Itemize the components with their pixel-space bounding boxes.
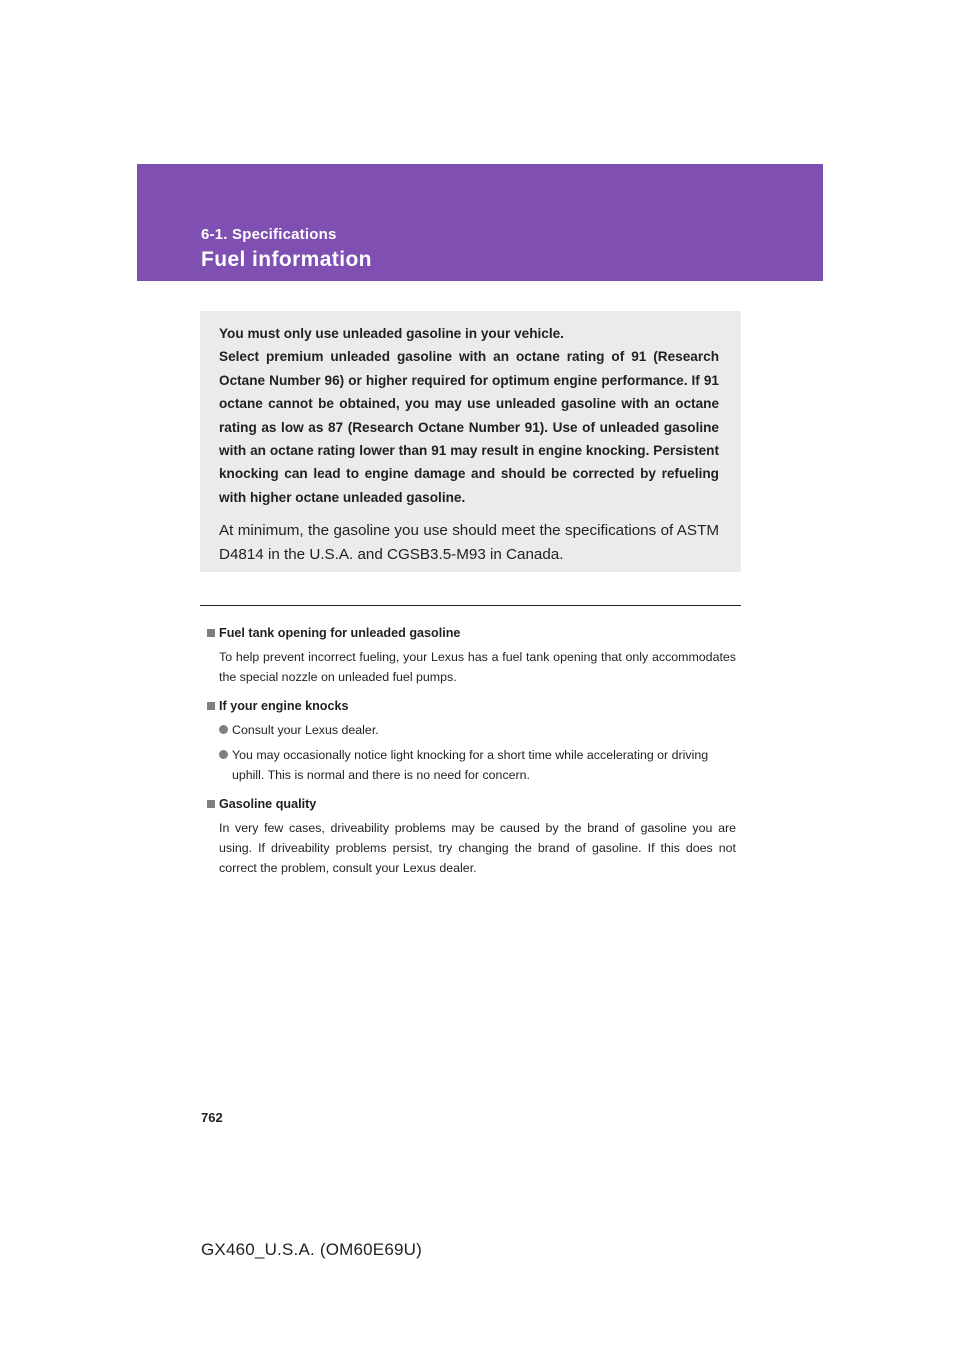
fuel-notice-box: [200, 311, 741, 572]
note-heading-text: Gasoline quality: [219, 797, 317, 811]
square-bullet-icon: [207, 629, 215, 637]
note-heading: [207, 697, 736, 715]
note-heading: [207, 624, 736, 642]
page-number: 762: [201, 1110, 223, 1125]
document-code: GX460_U.S.A. (OM60E69U): [201, 1240, 422, 1259]
note-heading-text: Fuel tank opening for unleaded gasoline: [219, 626, 461, 640]
chapter-header-band: [137, 164, 823, 281]
round-bullet-icon: [219, 725, 228, 734]
notice-line: Select premium unleaded gasoline with an octane rating of 91 (Research Octane Number 96) or higher required for optimum engine performance. If 91 octane cannot be obtained, you may use unleaded gasoline with an octane rating as low as 87 (Research Octane Number 91). Use of unleaded gasoline with an octane rating lower than 91 may result in engine knocking. Persistent knocking can lead to engine damage and should be corrected by refueling with higher octane unleaded gasoline.: [219, 349, 719, 505]
square-bullet-icon: [207, 702, 215, 710]
note-body: In very few cases, driveability problems may be caused by the brand of gasoline you are using. If driveability problems persist, try changing the brand of gasoline. If this does not correct the problem, consult your Lexus dealer.: [219, 821, 736, 875]
note-bullet-text: Consult your Lexus dealer.: [232, 723, 379, 737]
note-bullet-text: You may occasionally notice light knocking for a short time while accelerating or driving uphill. This is normal and there is no need for concern.: [232, 748, 709, 782]
note-bullet-item: [219, 720, 736, 740]
square-bullet-icon: [207, 800, 215, 808]
page-title: Fuel information: [201, 248, 372, 271]
note-body: To help prevent incorrect fueling, your Lexus has a fuel tank opening that only accommodates the special nozzle on unleaded fuel pumps.: [219, 650, 736, 684]
notice-spec-text: At minimum, the gasoline you use should meet the specifications of ASTM D4814 in the U.S.A. and CGSB3.5-M93 in Canada.: [219, 522, 719, 564]
notes-section: [207, 624, 736, 878]
note-bullet-item: [219, 745, 736, 785]
section-divider: [200, 605, 741, 606]
round-bullet-icon: [219, 750, 228, 759]
section-label: 6-1. Specifications: [201, 226, 337, 243]
note-heading-text: If your engine knocks: [219, 699, 349, 713]
note-heading: [207, 795, 736, 813]
notice-bold-text: [219, 322, 719, 509]
notice-line: You must only use unleaded gasoline in your vehicle.: [219, 326, 564, 341]
